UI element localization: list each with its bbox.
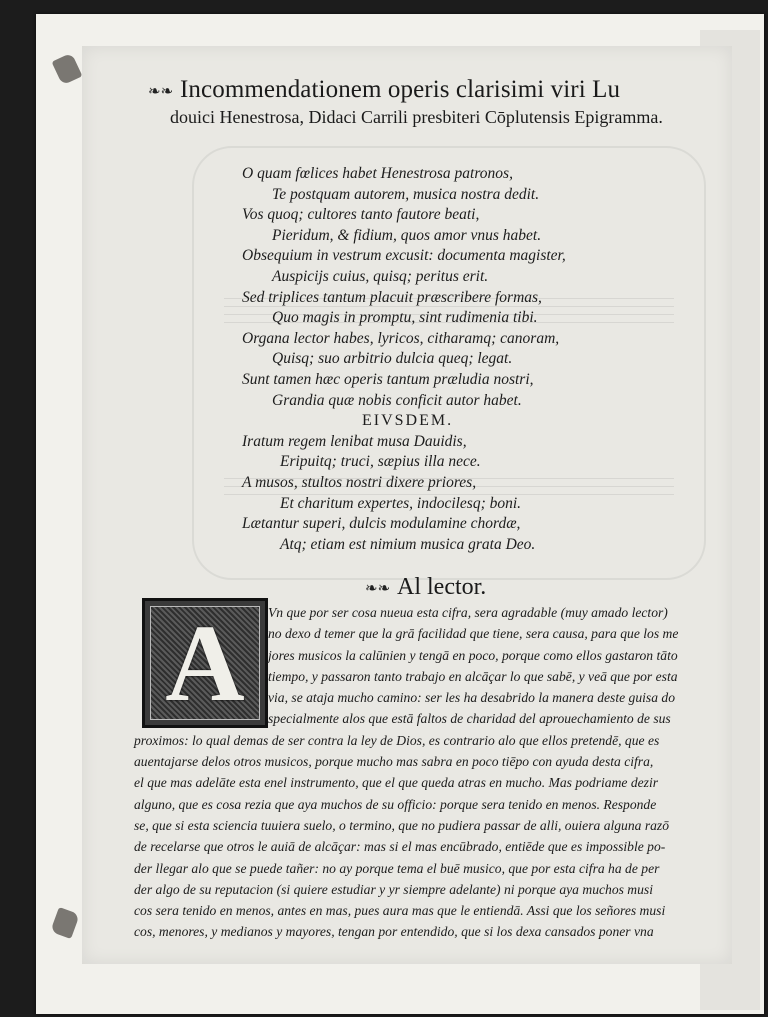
verse-line: Te postquam autorem, musica nostra dedit. — [272, 185, 540, 203]
prose-line: no dexo d temer que la grā facilidad que tiene, sera causa, para que los me — [268, 626, 679, 642]
al-lector-title: Al lector. — [397, 574, 487, 600]
epigram-section — [242, 164, 672, 411]
verse-line: Sunt tamen hæc operis tantum præludia nostri, — [242, 370, 534, 388]
prose-line: tiempo, y passaron tanto trabajo en alcāçar lo que sabē, y veā que por esta — [268, 668, 678, 684]
verse-line: Quisq; suo arbitrio dulcia queq; legat. — [272, 350, 513, 368]
heading-line-1: Incommendationem operis clarisimi viri Lu — [180, 76, 621, 103]
prose-line: cos, menores, y medianos y mayores, tengan por entendido, que si los dexa cansados poner vna — [134, 924, 654, 940]
eiusdem-title: EIVSDEM. — [362, 412, 454, 430]
verse-line: A musos, stultos nostri dixere priores, — [242, 473, 477, 491]
prose-line: specialmente alos que estā faltos de charidad del aprouechamiento de sus — [268, 711, 671, 727]
prose-line: auentajarse delos otros musicos, porque mucho mas sabra en poco tiēpo con ayuda desta cifra, — [134, 754, 654, 770]
eiusdem-section — [242, 432, 672, 556]
fleuron-icon: ❧❧ — [148, 84, 174, 100]
verse-line: Iratum regem lenibat musa Dauidis, — [242, 432, 467, 450]
verse-line: Sed triplices tantum placuit præscribere formas, — [242, 288, 542, 306]
verse-line: Quo magis in promptu, sint rudimenia tibi. — [272, 309, 538, 327]
verse-line: Grandia quæ nobis conficit autor habet. — [272, 391, 522, 409]
verse-line: O quam fœlices habet Henestrosa patronos, — [242, 165, 513, 182]
verse-line: Obsequium in vestrum excusit: documenta magister, — [242, 247, 566, 265]
prose-line: se, que si esta sciencia tuuiera suelo, o termino, que no pudiera passar de alli, ouiera alguna razō — [134, 817, 670, 833]
fleuron-icon: ❧❧ — [365, 581, 391, 597]
prose-line: alguno, que es cosa rezia que aya muchos de su officio: porque sera tenido en menos. Responde — [134, 796, 657, 812]
prose-line: via, se ataja mucho camino: ser les ha desabrido la manera deste guisa do — [268, 690, 676, 706]
verse-line: Vos quoq; cultores tanto fautore beati, — [242, 206, 480, 224]
prose-body — [134, 602, 714, 943]
verse-line: Eripuitq; truci, sæpius illa nece. — [280, 453, 481, 471]
heading-line-2: douici Henestrosa, Didaci Carrili presbiteri Cōplutensis Epigramma. — [170, 107, 663, 127]
dedication-heading — [148, 76, 728, 130]
prose-line: jores musicos la calūnien y tengā en poco, porque como ellos gastaron tāto — [268, 647, 678, 663]
printed-leaf — [82, 46, 732, 964]
prose-line: cos sera tenido en menos, antes en mas, pues aura mas que le entiendā. Assi que los señores musi — [134, 903, 666, 919]
epigram-verses — [242, 164, 672, 555]
prose-line: der llegar alo que se puede tañer: no ay porque tema el buē musico, que por esta cifra ha de per — [134, 860, 660, 876]
verse-line: Lætantur superi, dulcis modulamine chordæ, — [242, 515, 521, 533]
verse-line: Atq; etiam est nimium musica grata Deo. — [280, 535, 536, 553]
prose-line: proximos: lo qual demas de ser contra la ley de Dios, es contrario alo que ellos pretendē, que es — [134, 732, 660, 748]
prose-line: de recelarse que otros le auiā de alcāçar: mas si el mas encūbrado, entiēde que es impossible po- — [134, 839, 666, 855]
initial-letter: A — [165, 602, 245, 724]
verse-line: Et charitum expertes, indocilesq; boni. — [280, 494, 522, 512]
verse-line: Organa lector habes, lyricos, citharamq; canoram, — [242, 329, 560, 347]
prose-line: Vn que por ser cosa nueua esta cifra, sera agradable (muy amado lector) — [268, 605, 668, 620]
verse-line: Auspicijs cuius, quisq; peritus erit. — [272, 267, 489, 285]
prose-line: el que mas adelāte esta enel instrumento, que el que queda atras en mucho. Mas podriame dezir — [134, 775, 659, 791]
verse-line: Pieridum, & fidium, quos amor vnus habet. — [272, 226, 542, 244]
prose-line: der algo de su reputacion (si quiere estudiar y yr siempre adelante) ni porque aya muchos musi — [134, 881, 653, 897]
al-lector-heading — [365, 574, 486, 601]
